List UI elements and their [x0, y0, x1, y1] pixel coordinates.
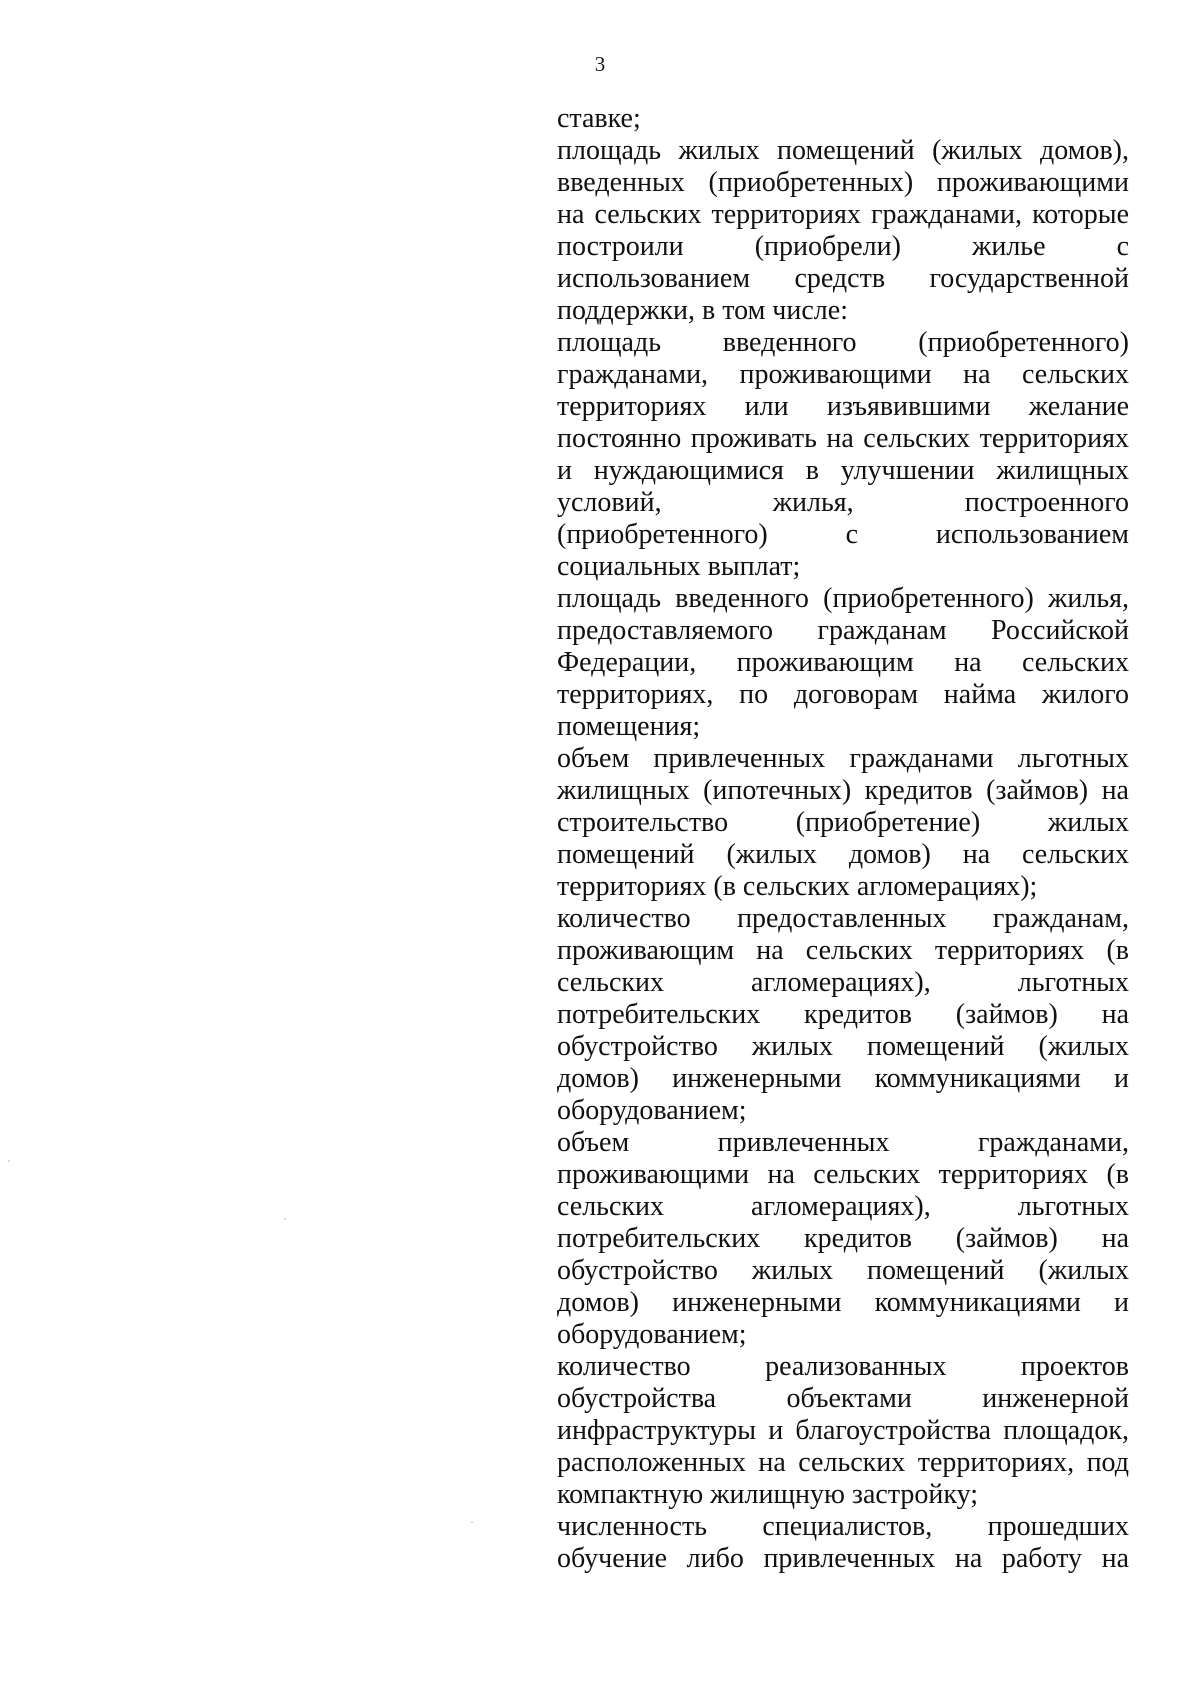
text-line: социальных выплат;: [557, 551, 801, 582]
text-line: помещений (жилых домов) на сельских: [557, 839, 1129, 870]
scan-artifact: [8, 1160, 10, 1162]
text-line: территориях или изъявившими желание: [557, 391, 1129, 422]
text-line: жилищных (ипотечных) кредитов (займов) на: [557, 775, 1129, 806]
text-line: и нуждающимися в улучшении жилищных: [557, 455, 1129, 486]
text-line: компактную жилищную застройку;: [557, 1479, 978, 1510]
text-line: проживающими на сельских территориях (в: [557, 1159, 1129, 1190]
text-line: условий, жилья, построенного: [557, 487, 1129, 518]
text-line: использованием средств государственной: [557, 263, 1129, 294]
text-line: сельских агломерациях), льготных: [557, 967, 1129, 998]
text-line: обучение либо привлеченных на работу на: [557, 1543, 1129, 1574]
text-line: территориях, по договорам найма жилого: [557, 679, 1129, 710]
text-line: оборудованием;: [557, 1095, 747, 1126]
text-line: помещения;: [557, 711, 701, 742]
text-line: гражданами, проживающими на сельских: [557, 359, 1129, 390]
text-line: предоставляемого гражданам Российской: [557, 615, 1129, 646]
text-line: обустройства объектами инженерной: [557, 1383, 1129, 1414]
text-line: домов) инженерными коммуникациями и: [557, 1063, 1129, 1094]
text-line: расположенных на сельских территориях, под: [557, 1447, 1129, 1478]
page-number: 3: [594, 52, 606, 76]
scan-artifact: [284, 1218, 286, 1220]
text-line: количество реализованных проектов: [557, 1351, 1129, 1382]
text-line: построили (приобрели) жилье с: [557, 231, 1129, 262]
text-line: введенных (приобретенных) проживающими: [557, 167, 1129, 198]
text-line: сельских агломерациях), льготных: [557, 1191, 1129, 1222]
text-line: обустройство жилых помещений (жилых: [557, 1031, 1129, 1062]
text-line: на сельских территориях гражданами, которые: [557, 199, 1129, 230]
text-line: площадь введенного (приобретенного) жилья,: [557, 583, 1129, 614]
text-line: проживающим на сельских территориях (в: [557, 935, 1129, 966]
text-line: количество предоставленных гражданам,: [557, 903, 1129, 934]
text-line: постоянно проживать на сельских территориях: [557, 423, 1129, 454]
text-line: строительство (приобретение) жилых: [557, 807, 1129, 838]
text-line: потребительских кредитов (займов) на: [557, 1223, 1129, 1254]
text-line: (приобретенного) с использованием: [557, 519, 1129, 550]
text-line: поддержки, в том числе:: [557, 295, 848, 326]
text-line: домов) инженерными коммуникациями и: [557, 1287, 1129, 1318]
text-line: оборудованием;: [557, 1319, 747, 1350]
text-line: площадь введенного (приобретенного): [557, 327, 1129, 358]
text-line: инфраструктуры и благоустройства площадок,: [557, 1415, 1129, 1446]
text-line: площадь жилых помещений (жилых домов),: [557, 135, 1129, 166]
text-line: ставке;: [557, 103, 641, 134]
text-line: Федерации, проживающим на сельских: [557, 647, 1129, 678]
document-text-column: [557, 103, 1129, 1575]
text-line: обустройство жилых помещений (жилых: [557, 1255, 1129, 1286]
text-line: объем привлеченных гражданами,: [557, 1127, 1129, 1158]
text-line: численность специалистов, прошедших: [557, 1511, 1129, 1542]
text-line: объем привлеченных гражданами льготных: [557, 743, 1129, 774]
scan-artifact: [471, 1521, 473, 1523]
text-line: территориях (в сельских агломерациях);: [557, 871, 1038, 902]
text-line: потребительских кредитов (займов) на: [557, 999, 1129, 1030]
